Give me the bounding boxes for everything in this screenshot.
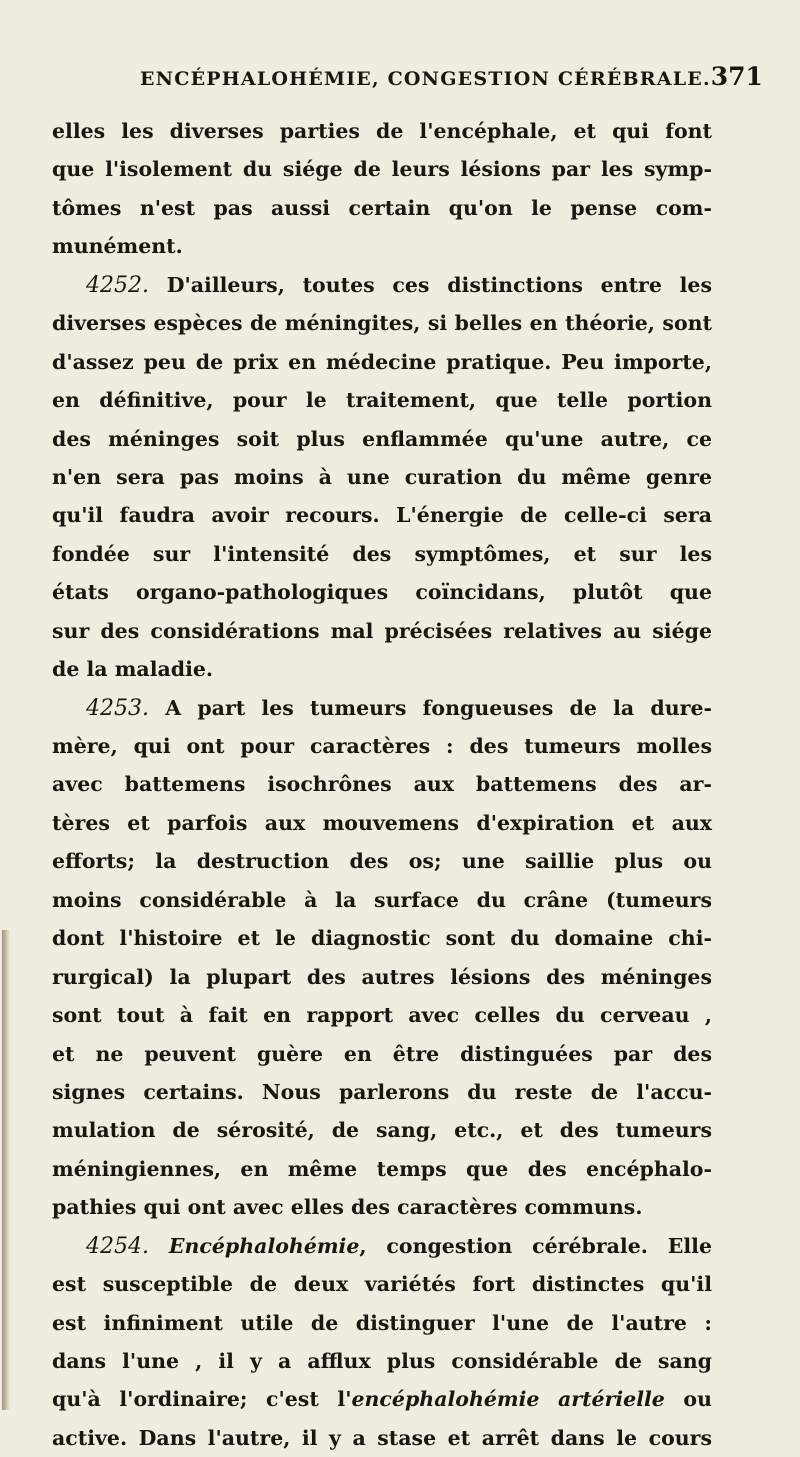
text-span: dont l'histoire et le diagnostic sont du domaine chi- (52, 926, 712, 951)
text-line (52, 765, 712, 803)
text-span: D'ailleurs, toutes ces distinctions entre les (148, 272, 712, 297)
text-line (52, 150, 712, 188)
text-span: sur des considérations mal précisées relatives au siége (52, 618, 712, 643)
text-line (52, 842, 712, 880)
text-span: dans l'une , il y a afflux plus considérable de sang (52, 1349, 712, 1373)
text-line (52, 1227, 712, 1265)
text-span: diverses espèces de méningites, si belles en théorie, sont (52, 311, 712, 336)
page-header (140, 62, 763, 96)
text-line (52, 343, 712, 381)
text-span: ou (664, 1387, 713, 1412)
text-span: et ne peuvent guère en être distinguées par des (52, 1041, 712, 1066)
text-line (52, 612, 712, 650)
paragraph-number: 4254. (86, 1233, 149, 1259)
text-span: efforts; la destruction des os; une saillie plus ou (52, 849, 712, 874)
text-line (52, 1188, 712, 1226)
text-line (52, 1419, 712, 1457)
text-span: rurgical) la plupart des autres lésions des méninges (52, 964, 712, 989)
text-line (52, 496, 712, 534)
text-line (52, 458, 712, 496)
text-span: , congestion cérébrale. Elle (359, 1233, 712, 1258)
text-span: en définitive, pour le traitement, que telle portion (52, 388, 712, 413)
text-line (52, 1380, 712, 1418)
text-line (52, 189, 712, 227)
text-span: A part les tumeurs fongueuses de la dure- (148, 695, 712, 720)
text-line (52, 112, 712, 150)
text-span: est susceptible de deux variétés fort distinctes qu'il (52, 1272, 712, 1297)
text-line (52, 266, 712, 304)
paragraph-number: 4253. (86, 695, 149, 721)
text-line (52, 304, 712, 342)
text-line (52, 996, 712, 1034)
text-span: méningiennes, en même temps que des encéphalo- (52, 1156, 712, 1181)
text-span: fondée sur l'intensité des symptômes, et sur les (52, 541, 712, 566)
binding-edge-shadow (2, 930, 10, 1410)
text-line (52, 727, 712, 765)
text-span: qu'il faudra avoir recours. L'énergie de celle-ci sera (52, 503, 712, 528)
text-line (52, 958, 712, 996)
text-span: d'assez peu de prix en médecine pratique. Peu importe, (52, 349, 712, 374)
text-span: n'en sera pas moins à une curation du même genre (52, 464, 712, 489)
page-number: 371 (710, 62, 763, 91)
body-text (52, 112, 712, 1457)
text-span: est infiniment utile de distinguer l'une de l'autre : (52, 1310, 712, 1335)
text-span: tères et parfois aux mouvemens d'expiration et aux (52, 810, 712, 835)
text-span: que l'isolement du siége de leurs lésions par les symp- (52, 157, 712, 182)
text-span: avec battemens isochrônes aux battemens des ar- (52, 772, 712, 797)
text-line (52, 420, 712, 458)
text-line (52, 804, 712, 842)
text-line (52, 1073, 712, 1111)
text-line (52, 919, 712, 957)
text-span: mère, qui ont pour caractères : des tumeurs molles (52, 734, 712, 758)
text-span: de la maladie. (52, 657, 214, 682)
text-span: signes certains. Nous parlerons du reste de l'accu- (52, 1079, 712, 1104)
text-span (149, 1234, 169, 1258)
paragraph-number: 4252. (86, 272, 149, 298)
text-line (52, 227, 712, 265)
text-span: qu'à l'ordinaire; c'est l' (52, 1387, 352, 1412)
italic-text: encéphalohémie artérielle (351, 1387, 665, 1412)
italic-text: Encéphalohémie (168, 1233, 360, 1258)
text-line (52, 1035, 712, 1073)
text-line (52, 650, 712, 688)
text-span: active. Dans l'autre, il y a stase et arrêt dans le cours (52, 1425, 712, 1450)
text-line (52, 1342, 712, 1380)
text-span: états organo-pathologiques coïncidans, plutôt que (52, 580, 712, 605)
text-span: munément. (52, 234, 183, 259)
text-line (52, 881, 712, 919)
text-line (52, 573, 712, 611)
running-title: ENCÉPHALOHÉMIE, CONGESTION CÉRÉBRALE. (140, 68, 711, 90)
text-line (52, 1304, 712, 1342)
text-line (52, 1111, 712, 1149)
text-span: tômes n'est pas aussi certain qu'on le pense com- (52, 195, 712, 220)
text-line (52, 381, 712, 419)
text-line (52, 689, 712, 727)
text-span: pathies qui ont avec elles des caractères communs. (52, 1195, 643, 1220)
text-span: des méninges soit plus enflammée qu'une autre, ce (52, 426, 712, 451)
text-line (52, 1150, 712, 1188)
text-span: elles les diverses parties de l'encéphale, et qui font (52, 119, 712, 143)
text-span: moins considérable à la surface du crâne (tumeurs (52, 887, 712, 912)
text-span: sont tout à fait en rapport avec celles du cerveau , (52, 1003, 712, 1028)
text-line (52, 1265, 712, 1303)
text-line (52, 535, 712, 573)
text-span: mulation de sérosité, de sang, etc., et des tumeurs (52, 1118, 712, 1143)
